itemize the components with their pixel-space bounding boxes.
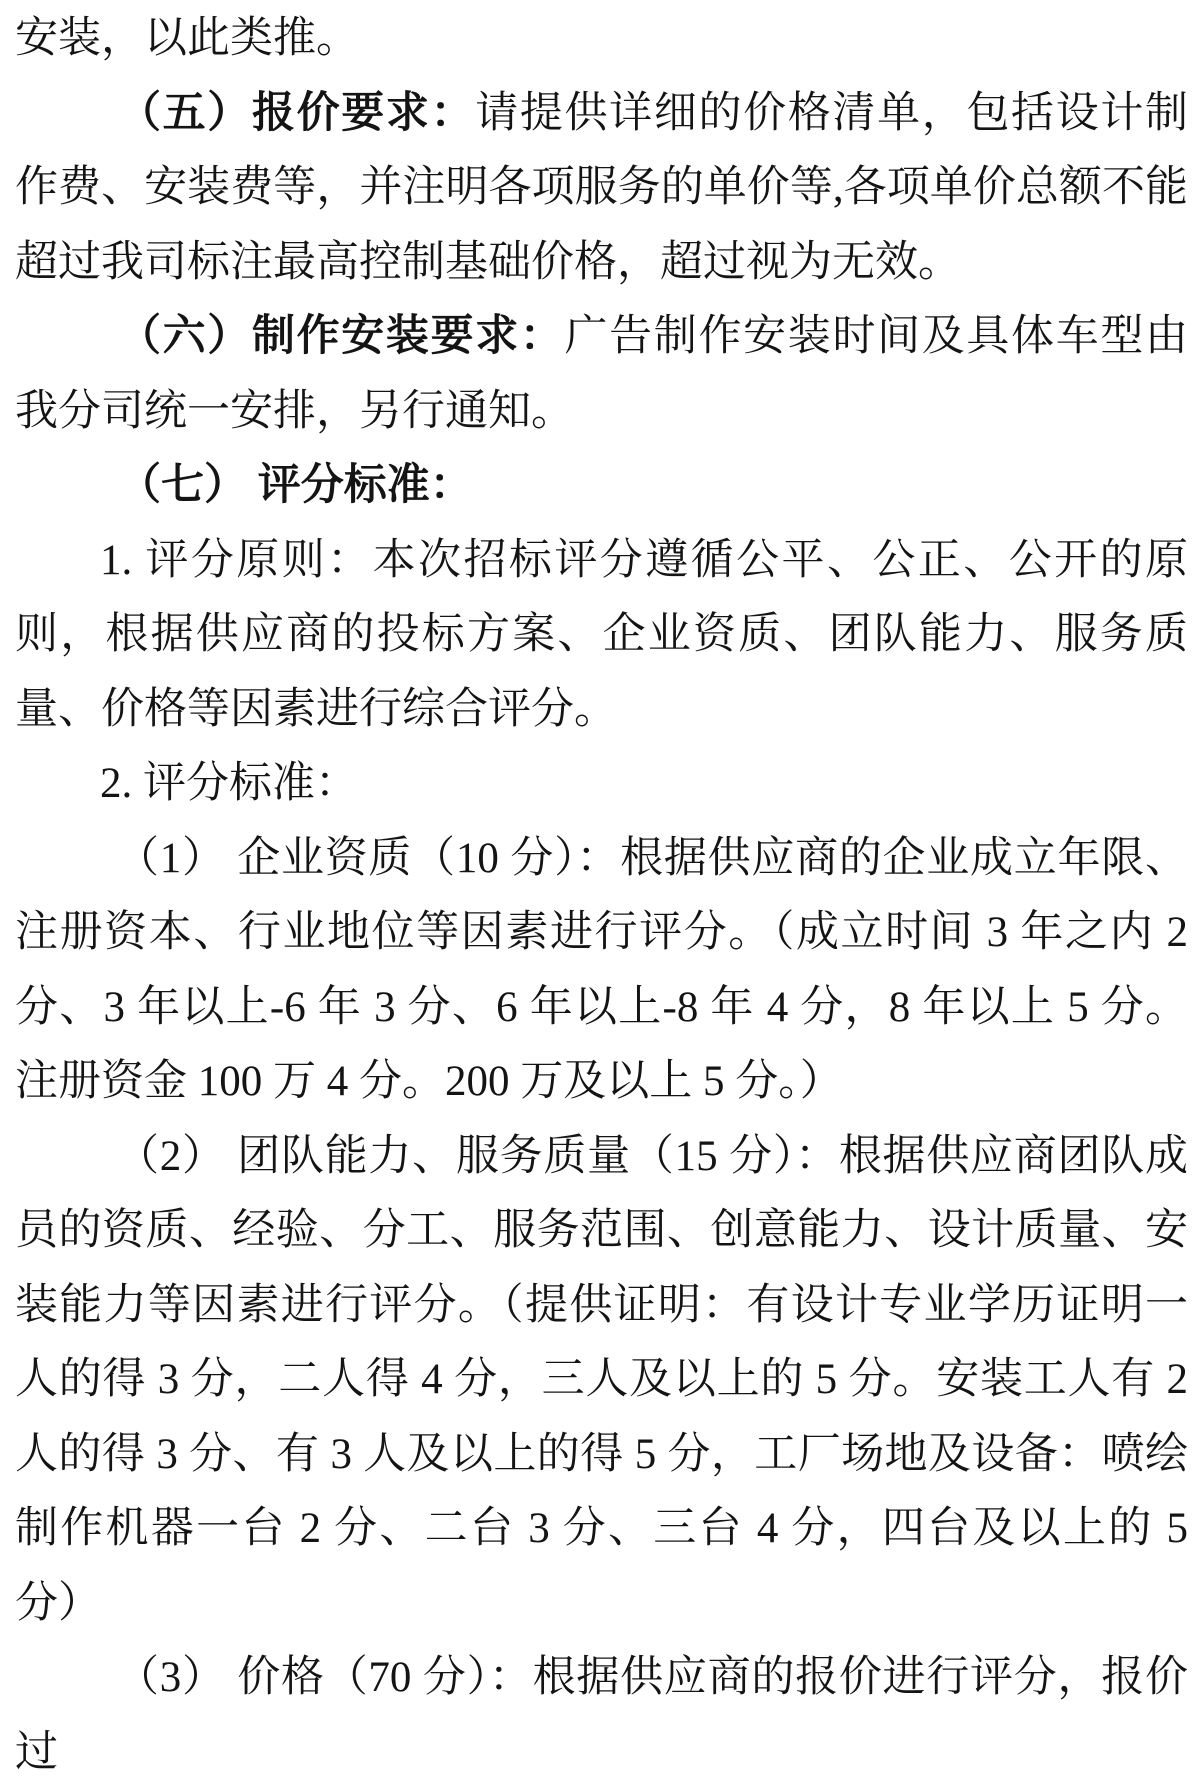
paragraph-text: 1. 评分原则：本次招标评分遵循公平、公正、公开的原则，根据供应商的投标方案、企业资质、团队能力、服务质量、价格等因素进行综合评分。 xyxy=(15,536,1188,733)
criterion-2-team-capability-service-quality xyxy=(15,1120,1188,1642)
paragraph-text: （1） 企业资质（10 分）：根据供应商的企业成立年限、注册资本、行业地位等因素进行评分。（成立时间 3 年之内 2 分、3 年以上-6 年 3 分、6 年以上-8 年 4 分，8 年以上 5 分。注册资金 100 万 4 分。200 万及以上 5 分。） xyxy=(15,834,1188,1105)
section-5-heading: （五）报价要求： xyxy=(118,89,476,137)
paragraph-text: （3） 价格（70 分）：根据供应商的报价进行评分，报价过 xyxy=(15,1654,1188,1776)
section-5-quotation-requirements xyxy=(15,77,1188,301)
criterion-1-enterprise-qualification xyxy=(15,822,1188,1120)
section-7-heading: （七） 评分标准： xyxy=(118,462,473,509)
section-6-heading: （六）制作安装要求： xyxy=(118,313,565,360)
item-2-scoring-standard xyxy=(15,747,1188,822)
paragraph-text: 安装，以此类推。 xyxy=(15,15,359,62)
criterion-3-price xyxy=(15,1641,1188,1790)
section-6-production-install-requirements xyxy=(15,300,1188,449)
item-1-scoring-principle xyxy=(15,524,1188,748)
paragraph-continuation-install xyxy=(15,2,1188,77)
paragraph-text: 请提供详细的价格清单，包括设计制作费、安装费等，并注明各项服务的单价等,各项单价总额不能超过我司标注最高控制基础价格，超过视为无效。 xyxy=(15,89,1189,286)
section-7-scoring-criteria xyxy=(15,449,1188,524)
paragraph-text: 2. 评分标准： xyxy=(100,760,358,807)
paragraph-text: （2） 团队能力、服务质量（15 分）：根据供应商团队成员的资质、经验、分工、服务范围、创意能力、设计质量、安装能力等因素进行评分。（提供证明：有设计专业学历证明一人的得 3 分，二人得 4 分，三人及以上的 5 分。安装工人有 2 人的得 3 分、有 3 人及以上的得 5 分，工厂场地及设备：喷绘制作机器一台 2 分、二台 3 分、三台 4 分，四台及以上的 5 分） xyxy=(15,1132,1188,1627)
paragraph-text: 广告制作安装时间及具体车型由我分司统一安排，另行通知。 xyxy=(15,313,1189,435)
